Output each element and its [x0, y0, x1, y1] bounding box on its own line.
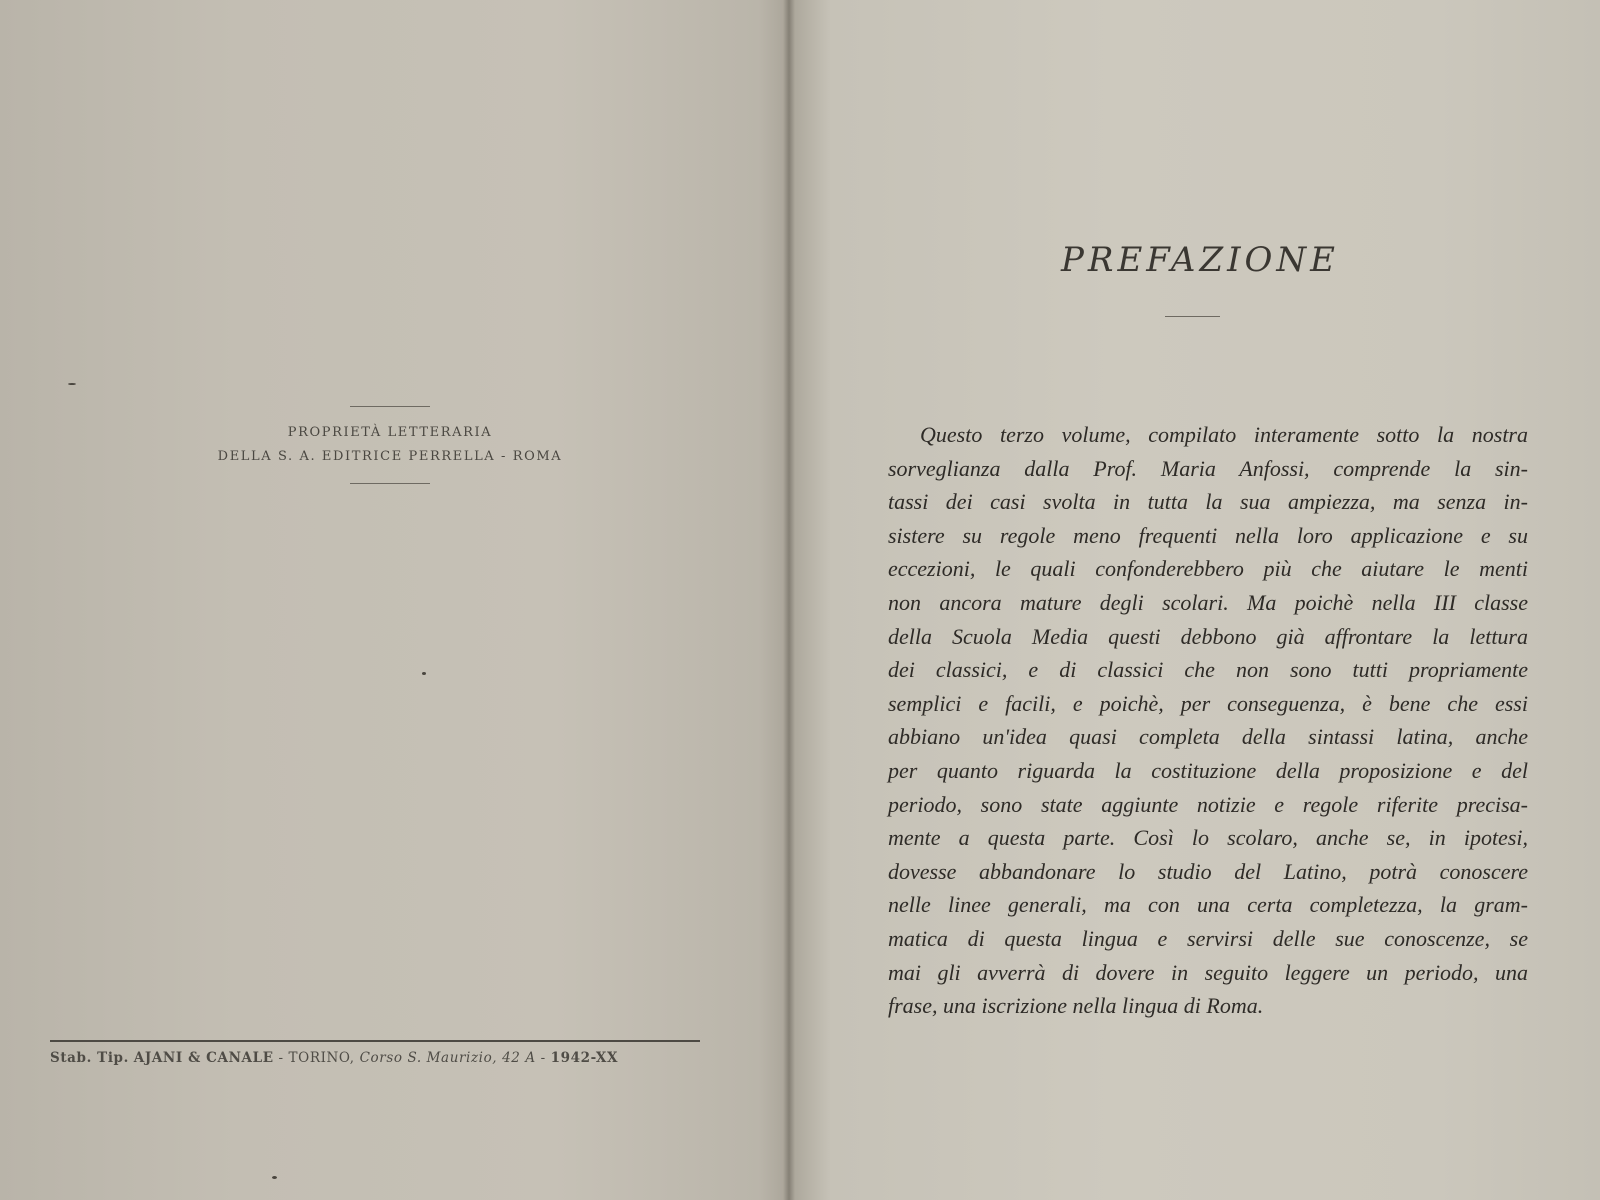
imprint-separator-1: - — [273, 1050, 289, 1066]
book-gutter — [783, 0, 795, 1200]
body-line: frase, una iscrizione nella lingua di Roma. — [888, 993, 1264, 1019]
copyright-notice — [150, 421, 630, 469]
body-line: sistere su regole meno frequenti nella loro applicazione e su — [888, 522, 1528, 548]
imprint-printer: AJANI & CANALE — [133, 1050, 274, 1066]
copyright-line-2: DELLA S. A. EDITRICE PERRELLA - ROMA — [217, 449, 563, 464]
imprint-city: TORINO, — [288, 1050, 355, 1066]
left-page — [0, 0, 790, 1200]
preface-heading: PREFAZIONE — [1061, 240, 1339, 280]
copyright-line-1: PROPRIETÀ LETTERARIA — [287, 425, 493, 440]
paper-speck — [272, 1176, 277, 1179]
body-line: abbiano un'idea quasi completa della sintassi latina, anche — [888, 724, 1528, 750]
imprint-prefix: Stab. Tip. — [50, 1050, 129, 1066]
body-line: dei classici, e di classici che non sono tutti propriamente — [888, 657, 1528, 683]
body-line: semplici e facili, e poichè, per conseguenza, è bene che essi — [888, 690, 1528, 716]
body-line: Questo terzo volume, compilato interamente sotto la nostra — [920, 422, 1528, 447]
copyright-bottom-rule — [350, 483, 430, 484]
body-line: eccezioni, le quali confonderebbero più che aiutare le menti — [888, 556, 1528, 582]
heading-rule — [1165, 316, 1220, 317]
body-line: matica di questa lingua e servirsi delle sue conoscenze, se — [888, 925, 1528, 951]
body-line: dovesse abbandonare lo studio del Latino, potrà conoscere — [888, 858, 1528, 884]
body-line: mai gli avverrà di dovere in seguito leggere un periodo, una — [888, 959, 1528, 985]
paper-speck — [68, 383, 76, 385]
printer-imprint — [50, 1050, 710, 1066]
imprint-rule — [50, 1040, 700, 1042]
body-line: della Scuola Media questi debbono già affrontare la lettura — [888, 623, 1528, 649]
preface-body — [888, 418, 1528, 1023]
copyright-top-rule — [350, 406, 430, 407]
body-line: nelle linee generali, ma con una certa completezza, la gram- — [888, 892, 1528, 918]
imprint-separator-2: - — [535, 1050, 551, 1066]
imprint-address: Corso S. Maurizio, 42 A — [359, 1050, 536, 1066]
body-line: mente a questa parte. Così lo scolaro, anche se, in ipotesi, — [888, 825, 1528, 851]
imprint-year: 1942-XX — [550, 1050, 619, 1066]
body-line: periodo, sono state aggiunte notizie e regole riferite precisa- — [888, 791, 1528, 817]
paper-speck — [422, 672, 426, 675]
body-line: non ancora mature degli scolari. Ma poichè nella III classe — [888, 589, 1528, 615]
body-line: tassi dei casi svolta in tutta la sua ampiezza, ma senza in- — [888, 489, 1528, 515]
body-line: sorveglianza dalla Prof. Maria Anfossi, comprende la sin- — [888, 455, 1528, 481]
body-line: per quanto riguarda la costituzione della proposizione e del — [888, 757, 1528, 783]
